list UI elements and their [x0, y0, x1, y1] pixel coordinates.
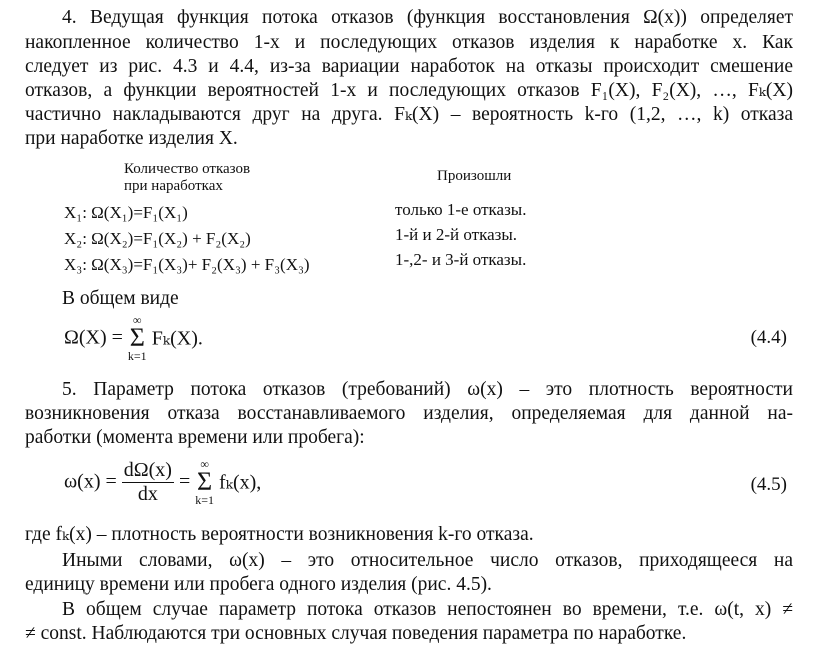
eq44-sum — [128, 314, 147, 362]
para4-line-4: отказов, а функции вероятностей 1-х и последующих отказов F₁(X), F₂(X), …, Fₖ(X) — [25, 80, 793, 101]
eq45-sum — [195, 458, 214, 506]
eq45-frac-num: dΩ(x) — [123, 458, 172, 481]
para4-line-2: накопленное количество 1-х и последующих отказов изделия к наработке x. Как — [25, 32, 793, 53]
eq45-frac-den: dx — [137, 482, 158, 505]
eq44-number: (4.4) — [750, 327, 787, 348]
eq45-sum-top: ∞ — [200, 457, 209, 471]
table-header-left-1: Количество отказов — [124, 161, 251, 177]
eq45-fraction — [122, 459, 174, 506]
table-row-2-result: 1-й и 2-й отказы. — [395, 225, 518, 244]
eq44-sigma: Σ — [129, 323, 145, 352]
para4-line-6: при наработке изделия X. — [25, 128, 238, 149]
para6-line-2: единицу времени или пробега одного изделия (рис. 4.5). — [25, 574, 492, 595]
eq45-lhs: ω(x) = — [64, 470, 117, 493]
eq45-eq: = — [178, 470, 191, 493]
eq45-number: (4.5) — [750, 474, 787, 495]
table-row-2-formula: X₂: Ω(X₂)=F₁(X₂) + F₂(X₂) — [64, 229, 251, 248]
para7-line-2: ≠ const. Наблюдаются три основных случая поведения параметра по наработке. — [25, 623, 687, 644]
para4-line-1: 4. Ведущая функция потока отказов (функция восстановления Ω(x)) определяет — [62, 7, 793, 28]
table-row-1-result: только 1-е отказы. — [395, 200, 527, 219]
para6-line-1: Иными словами, ω(x) – это относительное число отказов, приходящееся на — [62, 550, 793, 571]
eq44-lhs: Ω(X) = — [64, 326, 123, 349]
equation-4-5 — [64, 458, 261, 506]
para5-line-3: работки (момента времени или пробега): — [25, 427, 365, 448]
table-row-1-formula: X₁: Ω(X₁)=F₁(X₁) — [64, 203, 188, 222]
equation-4-4 — [64, 314, 203, 362]
table-header-left-2: при наработках — [124, 178, 223, 194]
eq44-rhs: Fₖ(X). — [151, 327, 203, 350]
eq44-sum-top: ∞ — [133, 313, 142, 327]
eq45-sum-bottom: k=1 — [195, 493, 215, 507]
eq45-sigma: Σ — [197, 467, 213, 496]
para4-line-5: частично накладываются друг на друга. Fₖ(X) – вероятность k-го (1,2, …, k) отказа — [25, 104, 793, 125]
table-header-right: Произошли — [437, 168, 512, 184]
para5-line-2: возникновения отказа восстанавливаемого изделия, определяемая для данной на- — [25, 403, 793, 424]
where-line: где fₖ(x) – плотность вероятности возникновения k-го отказа. — [25, 524, 534, 545]
para5-line-1: 5. Параметр потока отказов (требований) ω(x) – это плотность вероятности — [62, 379, 793, 400]
para4-line-3: следует из рис. 4.3 и 4.4, из-за вариации наработок на отказы происходит смешение — [25, 56, 793, 77]
eq45-rhs: fₖ(x), — [219, 471, 262, 494]
general-view-label: В общем виде — [62, 288, 179, 309]
eq44-sum-bottom: k=1 — [127, 349, 147, 363]
table-row-3-result: 1-,2- и 3-й отказы. — [395, 250, 527, 269]
table-row-3-formula: X₃: Ω(X₃)=F₁(X₃)+ F₂(X₃) + F₃(X₃) — [64, 255, 310, 274]
para7-line-1: В общем случае параметр потока отказов непостоянен во времени, т.е. ω(t, x) ≠ — [62, 599, 793, 620]
